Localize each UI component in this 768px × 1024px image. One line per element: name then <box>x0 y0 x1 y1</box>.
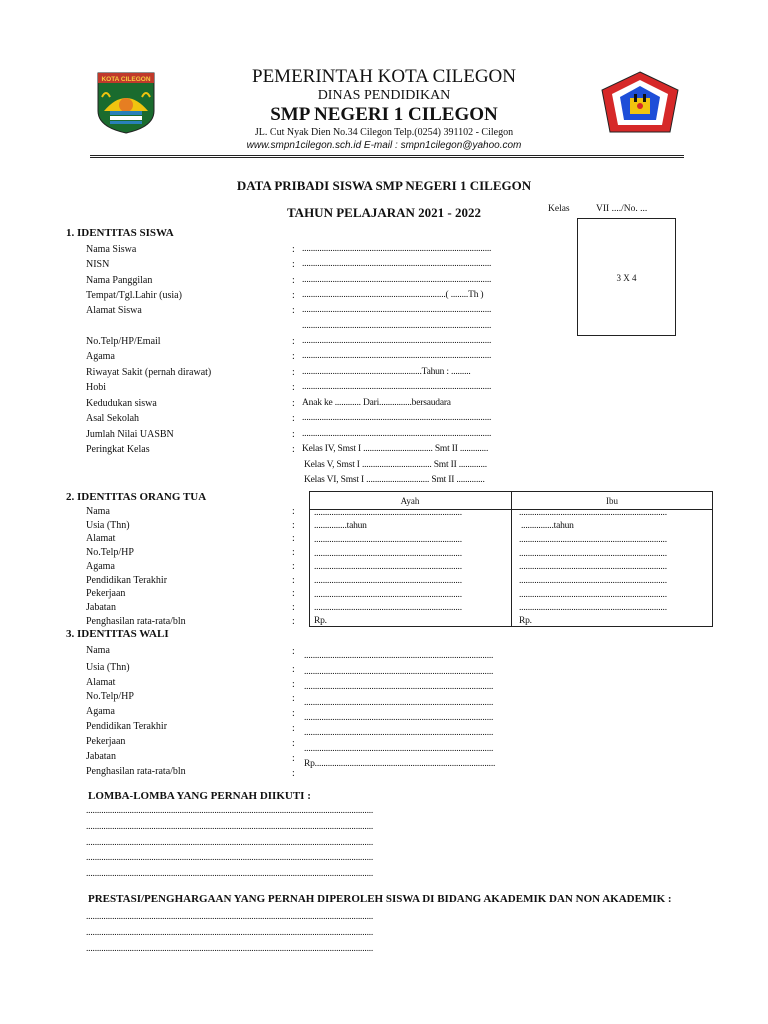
kelas-value: VII ..../No. ... <box>596 204 648 214</box>
wali-line[interactable]: Rp................................................................................... <box>304 759 496 769</box>
field-colon: : <box>292 723 295 734</box>
parent-field-label: Pendidikan Terakhir <box>86 575 168 586</box>
field-label: Agama <box>86 351 115 362</box>
field-label: Asal Sekolah <box>86 413 140 424</box>
lomba-heading: LOMBA-LOMBA YANG PERNAH DIIKUTI : <box>88 790 311 802</box>
field-value[interactable]: ....................................................................................... <box>302 336 492 346</box>
field-label: Alamat Siswa <box>86 305 142 316</box>
wali-field-label: No.Telp/HP <box>86 691 134 702</box>
field-label: Tempat/Tgl.Lahir (usia) <box>86 290 182 301</box>
prestasi-heading: PRESTASI/PENGHARGAAN YANG PERNAH DIPEROLEH SISWA DI BIDANG AKADEMIK DAN NON AKADEMIK : <box>88 893 672 905</box>
field-value[interactable]: ....................................................................................... <box>302 382 492 392</box>
field-colon: : <box>292 444 295 455</box>
field-label: No.Telp/HP/Email <box>86 336 161 347</box>
parent-field-label: Agama <box>86 561 115 572</box>
wali-field-label: Penghasilan rata-rata/bln <box>86 766 186 777</box>
field-colon: : <box>292 588 295 599</box>
parent-field-label: Jabatan <box>86 602 116 613</box>
field-label: Hobi <box>86 382 106 393</box>
lomba-line[interactable]: .................................................................................................................................... <box>86 853 374 863</box>
field-value[interactable]: Kelas IV, Smst I ................................ Smt II ............. <box>302 444 489 454</box>
field-colon: : <box>292 616 295 627</box>
wali-field-label: Alamat <box>86 677 116 688</box>
department-name: DINAS PENDIDIKAN <box>317 88 451 103</box>
ibu-cell[interactable]: .................................................................... <box>519 562 667 572</box>
field-label: Nama Panggilan <box>86 275 153 286</box>
wali-field-label: Pendidikan Terakhir <box>86 721 168 732</box>
field-value[interactable]: ..................................................................( ........Th ) <box>302 290 484 300</box>
field-value[interactable]: ....................................................................................... <box>302 305 492 315</box>
document-title: DATA PRIBADI SISWA SMP NEGERI 1 CILEGON <box>236 178 532 193</box>
school-address: JL. Cut Nyak Dien No.34 Cilegon Telp.(0254) 391102 - Cilegon <box>254 127 514 138</box>
ibu-cell[interactable]: .................................................................... <box>519 535 667 545</box>
field-value[interactable]: Kelas VI, Smst I ............................. Smt II ............. <box>304 475 485 485</box>
ayah-cell[interactable]: ...............tahun <box>314 521 367 531</box>
field-colon: : <box>292 506 295 517</box>
ibu-cell[interactable]: .................................................................... <box>519 576 667 586</box>
lomba-line[interactable]: .................................................................................................................................... <box>86 822 374 832</box>
field-value[interactable]: ....................................................................................... <box>302 351 492 361</box>
parent-field-label: Penghasilan rata-rata/bln <box>86 616 186 627</box>
field-colon: : <box>292 429 295 440</box>
field-value[interactable]: ....................................................................................... <box>302 259 492 269</box>
field-colon: : <box>292 336 295 347</box>
academic-year: TAHUN PELAJARAN 2021 - 2022 <box>286 205 482 220</box>
wali-field-label: Nama <box>86 645 110 656</box>
ibu-cell[interactable]: .................................................................... <box>519 508 667 518</box>
field-colon: : <box>292 290 295 301</box>
section-identitas-wali-heading: 3. IDENTITAS WALI <box>66 628 169 640</box>
ayah-cell[interactable]: .................................................................... <box>314 603 462 613</box>
wali-field-label: Jabatan <box>86 751 116 762</box>
field-colon: : <box>292 753 295 764</box>
table-divider <box>511 492 512 626</box>
ayah-cell[interactable]: .................................................................... <box>314 590 462 600</box>
column-header-ibu: Ibu <box>606 496 618 506</box>
parent-field-label: Pekerjaan <box>86 588 126 599</box>
field-colon: : <box>292 305 295 316</box>
field-colon: : <box>292 664 295 675</box>
field-colon: : <box>292 413 295 424</box>
field-label: Nama Siswa <box>86 244 137 255</box>
kelas-label: Kelas <box>548 204 570 214</box>
ayah-cell[interactable]: .................................................................... <box>314 562 462 572</box>
section-identitas-siswa-heading: 1. IDENTITAS SISWA <box>66 227 174 239</box>
government-name: PEMERINTAH KOTA CILEGON <box>252 66 516 87</box>
wali-line[interactable]: ....................................................................................... <box>304 667 494 677</box>
field-label: Kedudukan siswa <box>86 398 157 409</box>
photo-placeholder <box>577 218 676 336</box>
ibu-cell[interactable]: ...............tahun <box>521 521 574 531</box>
field-colon: : <box>292 398 295 409</box>
field-colon: : <box>292 738 295 749</box>
field-colon: : <box>292 602 295 613</box>
ibu-cell[interactable]: .................................................................... <box>519 603 667 613</box>
parent-field-label: Alamat <box>86 533 116 544</box>
ibu-cell[interactable]: .................................................................... <box>519 590 667 600</box>
field-label: NISN <box>86 259 110 270</box>
field-colon: : <box>292 259 295 270</box>
header-divider <box>90 155 684 158</box>
prestasi-line[interactable]: .................................................................................................................................... <box>86 912 374 922</box>
parent-field-label: Nama <box>86 506 110 517</box>
lomba-line[interactable]: .................................................................................................................................... <box>86 838 374 848</box>
ibu-cell[interactable]: .................................................................... <box>519 549 667 559</box>
field-value[interactable]: ....................................................................................... <box>302 429 492 439</box>
field-colon: : <box>292 575 295 586</box>
field-value[interactable]: ....................................................................................... <box>302 321 492 331</box>
ayah-cell[interactable]: Rp. <box>314 616 327 626</box>
svg-text:KOTA CILEGON: KOTA CILEGON <box>101 76 151 83</box>
ayah-cell[interactable]: .................................................................... <box>314 576 462 586</box>
wali-line[interactable]: ....................................................................................... <box>304 682 494 692</box>
ayah-cell[interactable]: .................................................................... <box>314 535 462 545</box>
field-value[interactable]: ....................................................................................... <box>302 413 492 423</box>
lomba-line[interactable]: .................................................................................................................................... <box>86 806 374 816</box>
wali-line[interactable]: ....................................................................................... <box>304 713 494 723</box>
field-colon: : <box>292 693 295 704</box>
prestasi-line[interactable]: .................................................................................................................................... <box>86 944 374 954</box>
field-value[interactable]: .......................................................Tahun : ......... <box>302 367 471 377</box>
field-value[interactable]: ....................................................................................... <box>302 275 492 285</box>
field-colon: : <box>292 351 295 362</box>
wali-field-label: Usia (Thn) <box>86 662 130 673</box>
field-colon: : <box>292 382 295 393</box>
field-colon: : <box>292 520 295 531</box>
field-label: Jumlah Nilai UASBN <box>86 429 174 440</box>
photo-size-label: 3 X 4 <box>616 273 637 283</box>
field-label: Riwayat Sakit (pernah dirawat) <box>86 367 212 378</box>
field-colon: : <box>292 679 295 690</box>
wali-line[interactable]: ....................................................................................... <box>304 698 494 708</box>
ibu-cell[interactable]: Rp. <box>519 616 532 626</box>
ayah-cell[interactable]: .................................................................... <box>314 508 462 518</box>
wali-line[interactable]: ....................................................................................... <box>304 728 494 738</box>
school-name: SMP NEGERI 1 CILEGON <box>270 104 498 125</box>
field-colon: : <box>292 561 295 572</box>
lomba-line[interactable]: .................................................................................................................................... <box>86 869 374 879</box>
column-header-ayah: Ayah <box>400 496 420 506</box>
wali-field-label: Pekerjaan <box>86 736 126 747</box>
field-value[interactable]: Kelas V, Smst I ................................ Smt II ............. <box>304 460 487 470</box>
parent-field-label: No.Telp/HP <box>86 547 134 558</box>
wali-line[interactable]: ....................................................................................... <box>304 744 494 754</box>
section-identitas-orang-tua-heading: 2. IDENTITAS ORANG TUA <box>66 491 207 503</box>
field-value[interactable]: Anak ke ............ Dari...............bersaudara <box>302 398 451 408</box>
wali-field-label: Agama <box>86 706 115 717</box>
ayah-cell[interactable]: .................................................................... <box>314 549 462 559</box>
field-colon: : <box>292 367 295 378</box>
field-label: Peringkat Kelas <box>86 444 150 455</box>
field-colon: : <box>292 533 295 544</box>
field-colon: : <box>292 708 295 719</box>
field-colon: : <box>292 646 295 657</box>
field-value[interactable]: ....................................................................................... <box>302 244 492 254</box>
school-web-email: www.smpn1cilegon.sch.id E-mail : smpn1cilegon@yahoo.com <box>246 140 522 151</box>
parent-field-label: Usia (Thn) <box>86 520 130 531</box>
prestasi-line[interactable]: .................................................................................................................................... <box>86 928 374 938</box>
field-colon: : <box>292 768 295 779</box>
field-colon: : <box>292 244 295 255</box>
field-colon: : <box>292 275 295 286</box>
wali-line[interactable]: ....................................................................................... <box>304 651 494 661</box>
field-colon: : <box>292 547 295 558</box>
